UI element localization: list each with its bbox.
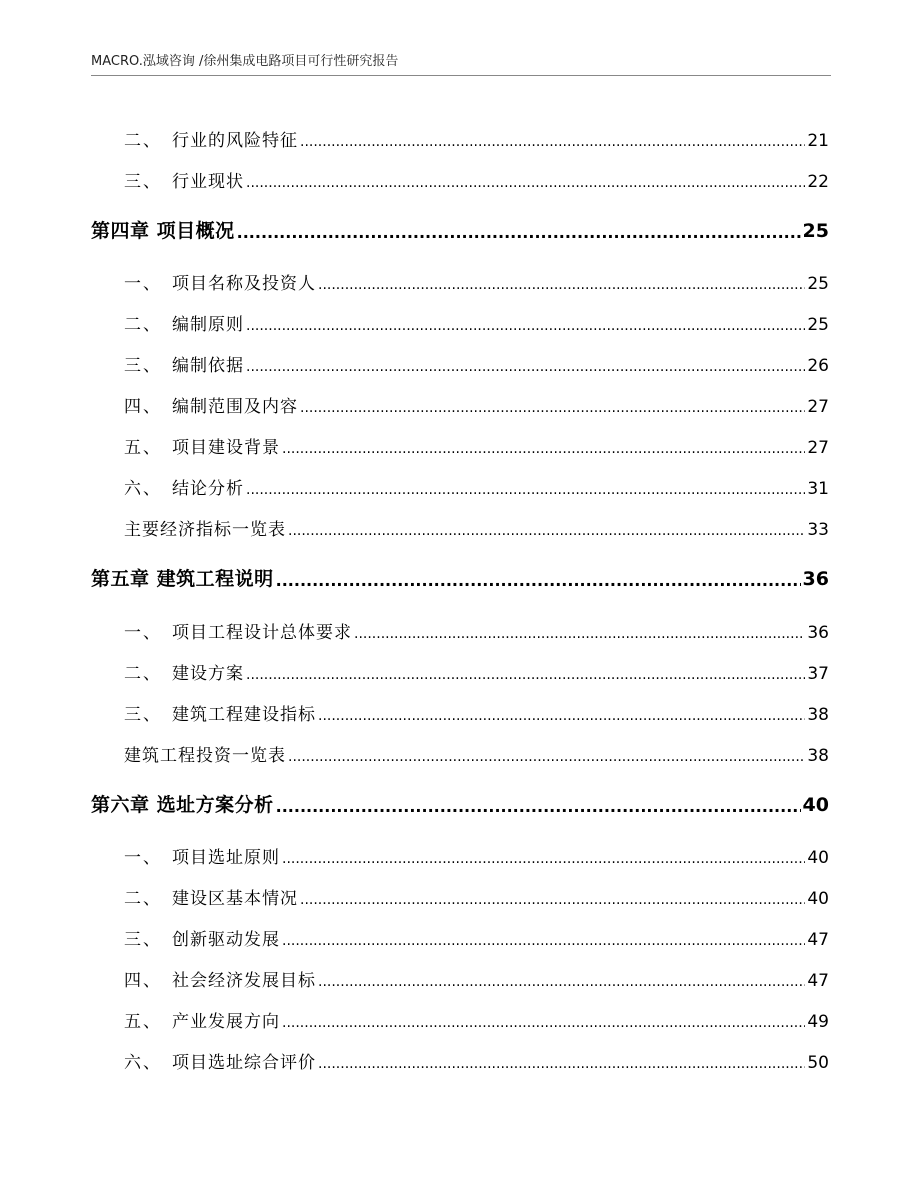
toc-entry-label [0,847,280,869]
toc-section-entry[interactable] [0,841,920,869]
toc-entry-title: 建筑工程建设指标 [172,705,316,725]
toc-chapter-entry[interactable] [0,215,920,243]
toc-page-number: 40 [807,848,829,868]
toc-entry-label [0,478,244,500]
toc-entry-title: 第六章 选址方案分析 [91,794,274,816]
toc-page-number: 36 [802,568,829,590]
toc-entry-label [0,1011,280,1033]
toc-leader-dots [288,522,805,541]
toc-section-entry[interactable] [0,308,920,336]
toc-entry-number: 二、 [124,315,162,335]
toc-leader-dots [354,625,805,644]
toc-entry-number: 一、 [124,848,162,868]
toc-entry-number: 二、 [124,664,162,684]
toc-entry-title: 建设方案 [172,664,244,684]
toc-entry-title: 项目名称及投资人 [172,274,316,294]
toc-section-entry[interactable] [0,165,920,193]
toc-entry-number: 一、 [124,623,162,643]
toc-section-entry[interactable] [0,267,920,295]
toc-page-number: 38 [807,746,829,766]
toc-page-number: 38 [807,705,829,725]
toc-entry-title: 建设区基本情况 [172,889,298,909]
toc-entry-title: 项目选址原则 [172,848,280,868]
toc-leader-dots [276,796,801,817]
toc-entry-title: 项目建设背景 [172,438,280,458]
toc-section-entry[interactable] [0,349,920,377]
toc-chapter-entry[interactable] [0,789,920,817]
toc-page-number: 36 [807,623,829,643]
toc-entry-number: 五、 [124,1012,162,1032]
toc-entry-label [0,437,280,459]
toc-page-number: 26 [807,356,829,376]
toc-leader-dots [282,932,805,951]
toc-page-number: 50 [807,1053,829,1073]
toc-entry-label [0,704,316,726]
toc-entry-title: 结论分析 [172,479,244,499]
toc-leader-dots [318,1055,805,1074]
toc-entry-label [0,171,244,193]
toc-entry-title: 社会经济发展目标 [172,971,316,991]
toc-entry-number: 三、 [124,356,162,376]
toc-section-entry[interactable] [0,739,920,767]
toc-page-number: 21 [807,131,829,151]
toc-page-number: 27 [807,438,829,458]
running-header: MACRO.泓域咨询 /徐州集成电路项目可行性研究报告 [91,54,399,69]
toc-leader-dots [246,481,805,500]
toc-entry-number: 二、 [124,131,162,151]
toc-entry-label [0,130,298,152]
toc-entry-label [0,314,244,336]
toc-entry-label [0,793,274,817]
toc-page-number: 33 [807,520,829,540]
toc-page-number: 31 [807,479,829,499]
toc-entry-label [0,519,286,541]
toc-entry-number: 三、 [124,172,162,192]
toc-entry-title: 主要经济指标一览表 [124,520,286,540]
toc-entry-label [0,622,352,644]
toc-leader-dots [300,891,805,910]
toc-entry-label [0,888,298,910]
toc-entry-title: 建筑工程投资一览表 [124,746,286,766]
toc-leader-dots [300,133,805,152]
toc-entry-number: 六、 [124,1053,162,1073]
toc-entry-title: 编制范围及内容 [172,397,298,417]
toc-leader-dots [288,748,805,767]
toc-entry-number: 三、 [124,705,162,725]
toc-page-number: 37 [807,664,829,684]
toc-entry-number: 五、 [124,438,162,458]
toc-section-entry[interactable] [0,390,920,418]
toc-leader-dots [276,570,801,591]
toc-entry-title: 产业发展方向 [172,1012,280,1032]
toc-page-number: 25 [807,274,829,294]
toc-entry-label [0,355,244,377]
toc-entry-title: 第四章 项目概况 [91,220,235,242]
toc-page-number: 47 [807,930,829,950]
toc-entry-number: 三、 [124,930,162,950]
toc-section-entry[interactable] [0,882,920,910]
toc-entry-title: 第五章 建筑工程说明 [91,568,274,590]
toc-section-entry[interactable] [0,698,920,726]
toc-section-entry[interactable] [0,964,920,992]
toc-section-entry[interactable] [0,472,920,500]
toc-entry-label [0,396,298,418]
toc-entry-number: 一、 [124,274,162,294]
toc-entry-label [0,273,316,295]
toc-entry-number: 二、 [124,889,162,909]
toc-entry-title: 行业的风险特征 [172,131,298,151]
toc-section-entry[interactable] [0,1005,920,1033]
toc-leader-dots [318,707,805,726]
toc-leader-dots [282,440,805,459]
toc-leader-dots [246,317,805,336]
toc-page-number: 25 [802,220,829,242]
toc-page-number: 40 [802,794,829,816]
toc-entry-title: 行业现状 [172,172,244,192]
toc-section-entry[interactable] [0,431,920,459]
toc-page-number: 22 [807,172,829,192]
toc-page-number: 25 [807,315,829,335]
toc-entry-title: 编制原则 [172,315,244,335]
toc-leader-dots [237,222,801,243]
toc-entry-title: 项目工程设计总体要求 [172,623,352,643]
toc-leader-dots [300,399,805,418]
toc-entry-label [0,663,244,685]
toc-leader-dots [246,174,805,193]
toc-entry-label [0,929,280,951]
toc-section-entry[interactable] [0,657,920,685]
toc-leader-dots [246,666,805,685]
toc-entry-number: 四、 [124,397,162,417]
toc-page-number: 40 [807,889,829,909]
toc-entry-label [0,219,235,243]
toc-section-entry[interactable] [0,616,920,644]
toc-entry-title: 项目选址综合评价 [172,1053,316,1073]
toc-leader-dots [282,850,805,869]
toc-leader-dots [318,973,805,992]
toc-section-entry[interactable] [0,1046,920,1074]
toc-leader-dots [246,358,805,377]
toc-section-entry[interactable] [0,124,920,152]
toc-entry-number: 四、 [124,971,162,991]
toc-leader-dots [318,276,805,295]
toc-entry-number: 六、 [124,479,162,499]
toc-section-entry[interactable] [0,513,920,541]
toc-entry-title: 编制依据 [172,356,244,376]
toc-entry-title: 创新驱动发展 [172,930,280,950]
toc-entry-label [0,567,274,591]
toc-page-number: 27 [807,397,829,417]
toc-entry-label [0,1052,316,1074]
toc-chapter-entry[interactable] [0,563,920,591]
toc-leader-dots [282,1014,805,1033]
toc-entry-label [0,745,286,767]
toc-entry-label [0,970,316,992]
toc-page-number: 49 [807,1012,829,1032]
toc-page-number: 47 [807,971,829,991]
toc-section-entry[interactable] [0,923,920,951]
